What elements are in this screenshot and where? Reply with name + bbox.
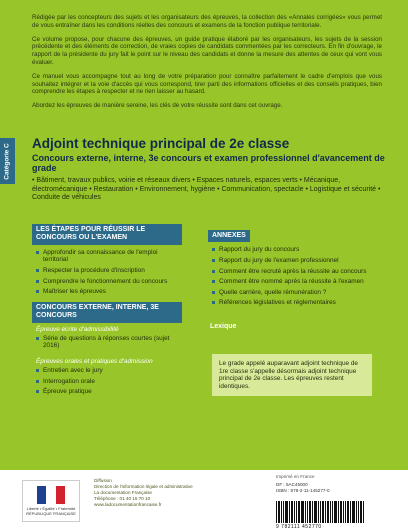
book-subtitle: Concours externe, interne, 3e concours et examen professionnel d'avancement de grade [32,153,385,173]
category-label: Catégorie C [4,142,12,180]
admissibilite-label: Épreuve écrite d'admissibilité [36,325,119,333]
grade-note: Le grade appelé auparavant adjoint technique de 1re classe s'appelle désormais adjoint technique principal de 2e classe. Les épreuves restent identiques. [212,354,372,396]
republic-logo [22,480,80,522]
intro-paragraph: Ce manuel vous accompagne tout au long de votre préparation pour connaître parfaitement le cadre d'emplois que vous souhaitez intégrer et la voie d'accès qui vous correspond, tirer parti des informations officielles et des conseils pratiques, bien comprendre les étapes à respecter et ne rien laisser au hasard. [32,72,382,96]
list-item: Approfondir sa connaissance de l'emploi territorial [36,249,182,264]
list-item: Comment être nommé après la réussite à l'examen [212,278,378,286]
french-flag-icon [37,486,65,504]
annexes-list [208,246,378,307]
etapes-section [32,224,182,299]
lexique-heading: Lexique [210,323,237,330]
diffusion-line: Direction de l'information légale et administrative [94,484,193,489]
annexes-section [208,224,378,310]
admission-list [32,367,182,396]
list-item: Rapport du jury du concours [212,246,378,254]
barcode-icon [276,497,386,523]
etapes-heading: LES ÉTAPES POUR RÉUSSIR LE CONCOURS OU L'EXAMEN [32,224,182,245]
list-item: Comprendre le fonctionnement du concours [36,278,182,286]
etapes-list [32,249,182,296]
list-item: Quelle carrière, quelle rémunération ? [212,289,378,297]
book-title: Adjoint technique principal de 2e classe [32,136,290,151]
list-item: Maîtriser les épreuves [36,288,182,296]
list-item: Interrogation orale [36,378,182,386]
logo-text: Liberté • Égalité • Fraternité RÉPUBLIQUE FRANÇAISE [26,506,76,516]
df-code: DF : 5AC45000 [276,482,308,487]
printed-in: Imprimé en France [276,474,315,479]
list-item: Respecter la procédure d'inscription [36,267,182,275]
admission-label: Épreuves orales et pratiques d'admission [36,358,153,365]
annexes-heading: ANNEXES [208,230,250,242]
list-item: Références législatives et réglementaires [212,299,378,307]
specialties-list: • Bâtiment, travaux publics, voirie et réseaux divers • Espaces naturels, espaces verts • Mécanique, électromécanique • Restauration • Environnement, hygiène • Communication, spectacle • Logistique et sécurité • Conduite de véhicules [32,177,381,202]
barcode-number: 9 782111 452770 [276,524,322,530]
intro-paragraph: Abordez les épreuves de manière sereine, les clés de votre réussite sont dans cet ouvrage. [32,102,283,110]
list-item: Entretien avec le jury [36,367,182,375]
diffusion-title: Diffusion [94,478,112,483]
title-block [32,136,392,203]
admissibilite-list [32,335,182,350]
list-item: Épreuve pratique [36,388,182,396]
diffusion-line: La documentation Française [94,490,152,495]
concours-heading: CONCOURS EXTERNE, INTERNE, 3E CONCOURS [32,302,182,323]
diffusion-line: Téléphone : 01 40 15 70 10 [94,496,151,501]
category-tab [0,138,15,184]
diffusion-info [94,478,204,508]
list-item: Comment être recruté après la réussite au concours [212,268,378,276]
isbn-info [276,482,386,494]
concours-section [32,302,182,399]
intro-paragraph: Rédigée par les concepteurs des sujets et les organisateurs des épreuves, la collection des «Annales corrigées» vous permet de vous entraîner dans les conditions réelles des concours et examens de la fonction publique territoriale. [32,14,382,29]
intro-text [32,14,382,116]
isbn-code: ISBN : 978-2-11-145277-0 [276,488,330,493]
diffusion-line: www.ladocumentationfrancaise.fr [94,502,162,507]
intro-paragraph: Ce volume propose, pour chacune des épreuves, un guide pratique élaboré par les organisateurs, les sujets de la session précédente et des éléments de correction, de vraies copies de candidats commentées par les correcteurs. En fin d'ouvrage, le rapport de la présidente du jury fait le point sur le niveau des candidats et donne la mesure des attentes de ceux qui vont vous évaluer. [32,35,382,66]
list-item: Rapport du jury de l'examen professionnel [212,257,378,265]
barcode-area [276,482,386,530]
list-item: Série de questions à réponses courtes (sujet 2016) [36,335,182,350]
